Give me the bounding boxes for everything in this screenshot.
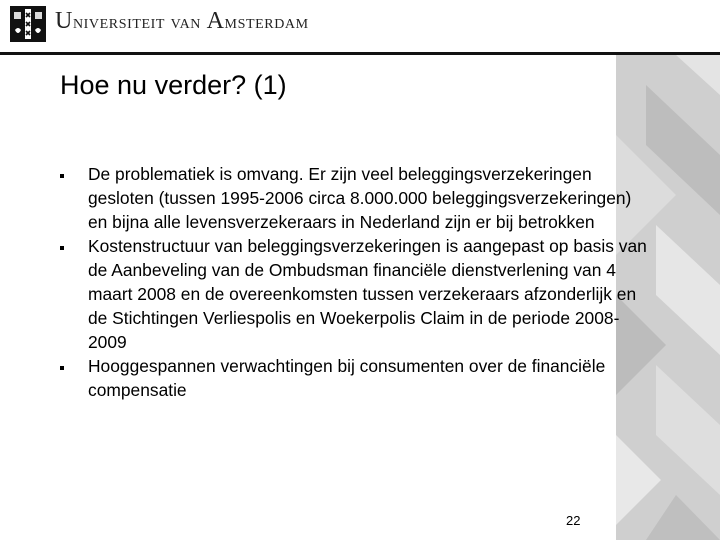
bullet-text: De problematiek is omvang. Er zijn veel beleggingsverzekeringen gesloten (tussen 1995-2006 circa 8.000.000 beleggingsverzekeringen) en bijna alle levensverzekeraars in Nederland zijn er bij betrokken <box>88 164 632 232</box>
bullet-icon <box>60 246 64 250</box>
university-name-part-2: msterdam <box>224 11 309 33</box>
slide-title: Hoe nu verder? (1) <box>60 70 287 100</box>
bullet-item <box>60 354 650 402</box>
university-name <box>55 8 309 35</box>
header-rule <box>0 52 720 55</box>
header <box>0 0 720 54</box>
page-number: 22 <box>566 513 581 528</box>
university-name-initial-1: U <box>55 8 73 34</box>
bullet-item <box>60 162 650 234</box>
bullet-icon <box>60 366 64 370</box>
bullet-icon <box>60 174 64 178</box>
university-name-initial-2: A <box>206 8 225 34</box>
bullet-item <box>60 234 650 354</box>
bullet-list <box>60 162 650 402</box>
bullet-text: Hooggespannen verwachtingen bij consumenten over de financiële compensatie <box>88 356 606 400</box>
university-name-part-1: niversiteit van <box>72 11 207 33</box>
uva-crest-icon <box>10 6 46 42</box>
bullet-text: Kostenstructuur van beleggingsverzekeringen is aangepast op basis van de Aanbeveling van de Ombudsman financiële dienstverlening van 4 maart 2008 en de overeenkomsten tussen verzekeraars afzonderlijk en de Stichtingen Verliespolis en Woekerpolis Claim in de periode 2008-2009 <box>88 236 647 352</box>
